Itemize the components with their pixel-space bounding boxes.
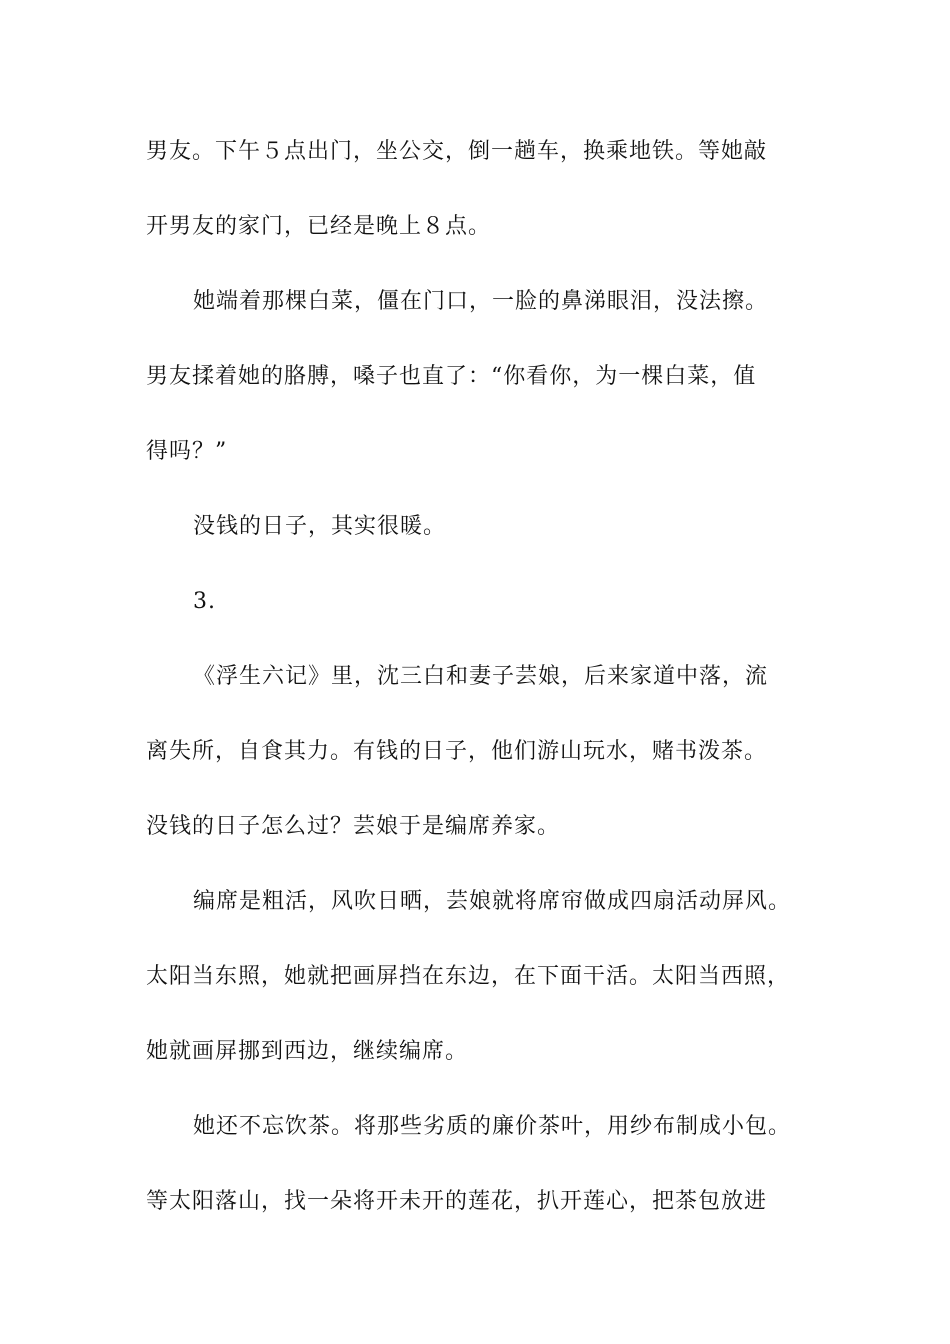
text-line-5: 得吗？” — [146, 439, 228, 464]
text-line-10: 没钱的日子怎么过？芸娘于是编席养家。 — [146, 814, 561, 839]
text-line-2: 开男友的家门，已经是晚上８点。 — [146, 214, 492, 239]
text-line-15: 等太阳落山，找一朵将开未开的莲花，扒开莲心，把茶包放进 — [146, 1189, 768, 1214]
paragraph-start-3: 《浮生六记》里，沈三白和妻子芸娘，后来家道中落，流 — [193, 664, 769, 689]
text-line-9: 离失所，自食其力。有钱的日子，他们游山玩水，赌书泼茶。 — [146, 739, 768, 764]
paragraph-start-1: 她端着那棵白菜，僵在门口，一脸的鼻涕眼泪，没法擦。 — [193, 289, 769, 314]
section-number: 3. — [193, 589, 216, 614]
text-line-12: 太阳当东照，她就把画屏挡在东边，在下面干活。太阳当西照， — [146, 964, 791, 989]
paragraph-start-4: 编席是粗活，风吹日晒，芸娘就将席帘做成四扇活动屏风。 — [193, 889, 792, 914]
text-line-1: 男友。下午５点出门，坐公交，倒一趟车，换乘地铁。等她敲 — [146, 139, 768, 164]
text-line-13: 她就画屏挪到西边，继续编席。 — [146, 1039, 469, 1064]
text-line-4: 男友揉着她的胳膊，嗓子也直了：“你看你，为一棵白菜，值 — [146, 364, 757, 389]
paragraph-start-5: 她还不忘饮茶。将那些劣质的廉价茶叶，用纱布制成小包。 — [193, 1114, 792, 1139]
paragraph-start-2: 没钱的日子，其实很暖。 — [193, 514, 447, 539]
